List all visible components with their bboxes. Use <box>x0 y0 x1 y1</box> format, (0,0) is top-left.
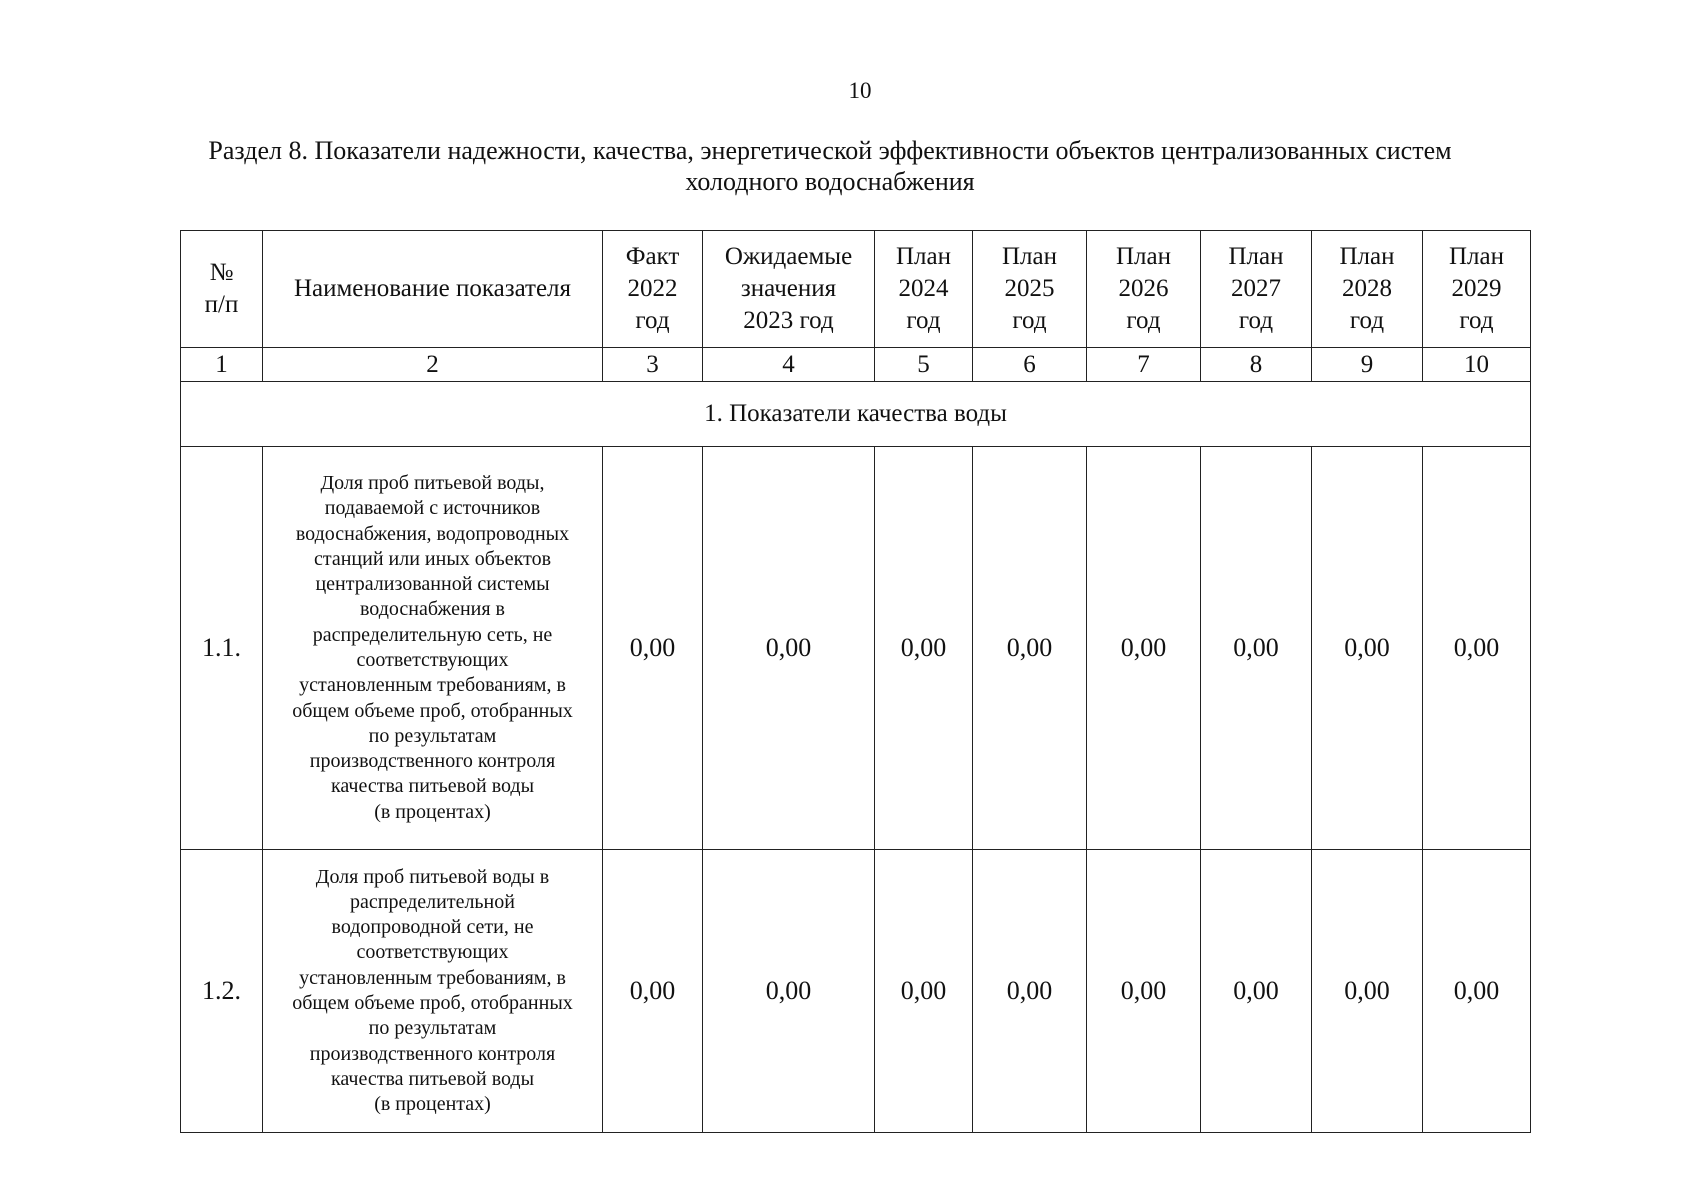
table-row <box>181 850 1531 1133</box>
column-number: 1 <box>181 348 263 382</box>
indicator-description: Доля проб питьевой воды в распределительной водопроводной сети, не соответствующих установленным требованиям, в общем объеме проб, отобранных по результатам производственного контроля качества питьевой воды (в процентах) <box>263 850 603 1133</box>
header-row <box>181 231 1531 348</box>
section-heading: 1. Показатели качества воды <box>181 382 1531 447</box>
value-cell: 0,00 <box>703 447 875 850</box>
column-number-row <box>181 348 1531 382</box>
header-plan-2027: План 2027 год <box>1201 231 1312 348</box>
value-cell: 0,00 <box>1201 447 1312 850</box>
column-number: 8 <box>1201 348 1312 382</box>
value-cell: 0,00 <box>1087 447 1201 850</box>
header-indicator-name: Наименование показателя <box>263 231 603 348</box>
header-plan-2026: План 2026 год <box>1087 231 1201 348</box>
value-cell: 0,00 <box>1087 850 1201 1133</box>
column-number: 5 <box>875 348 973 382</box>
column-number: 2 <box>263 348 603 382</box>
header-fact-2022: Факт 2022 год <box>603 231 703 348</box>
header-plan-2024: План 2024 год <box>875 231 973 348</box>
value-cell: 0,00 <box>603 850 703 1133</box>
column-number: 3 <box>603 348 703 382</box>
section-title-line-1: Раздел 8. Показатели надежности, качества, энергетической эффективности объектов централизованных систем <box>208 136 1452 165</box>
row-number: 1.2. <box>181 850 263 1133</box>
header-plan-2025: План 2025 год <box>973 231 1087 348</box>
column-number: 7 <box>1087 348 1201 382</box>
page-number: 10 <box>848 78 872 103</box>
section-heading-row <box>181 382 1531 447</box>
value-cell: 0,00 <box>973 447 1087 850</box>
section-title <box>140 135 1520 197</box>
column-number: 10 <box>1423 348 1531 382</box>
indicator-description: Доля проб питьевой воды, подаваемой с источников водоснабжения, водопроводных станций или иных объектов централизованной системы водоснабжения в распределительную сеть, не соответствующих установленным требованиям, в общем объеме проб, отобранных по результатам производственного контроля качества питьевой воды (в процентах) <box>263 447 603 850</box>
value-cell: 0,00 <box>875 850 973 1133</box>
value-cell: 0,00 <box>1423 447 1531 850</box>
header-plan-2029: План 2029 год <box>1423 231 1531 348</box>
column-number: 4 <box>703 348 875 382</box>
indicators-table <box>180 230 1531 1133</box>
value-cell: 0,00 <box>875 447 973 850</box>
value-cell: 0,00 <box>703 850 875 1133</box>
column-number: 9 <box>1312 348 1423 382</box>
header-plan-2028: План 2028 год <box>1312 231 1423 348</box>
section-title-line-2: холодного водоснабжения <box>685 167 975 196</box>
value-cell: 0,00 <box>1201 850 1312 1133</box>
header-row-number: № п/п <box>181 231 263 348</box>
value-cell: 0,00 <box>1312 447 1423 850</box>
value-cell: 0,00 <box>603 447 703 850</box>
column-number: 6 <box>973 348 1087 382</box>
value-cell: 0,00 <box>1312 850 1423 1133</box>
row-number: 1.1. <box>181 447 263 850</box>
value-cell: 0,00 <box>973 850 1087 1133</box>
table-row <box>181 447 1531 850</box>
header-expected-2023: Ожидаемые значения 2023 год <box>703 231 875 348</box>
value-cell: 0,00 <box>1423 850 1531 1133</box>
